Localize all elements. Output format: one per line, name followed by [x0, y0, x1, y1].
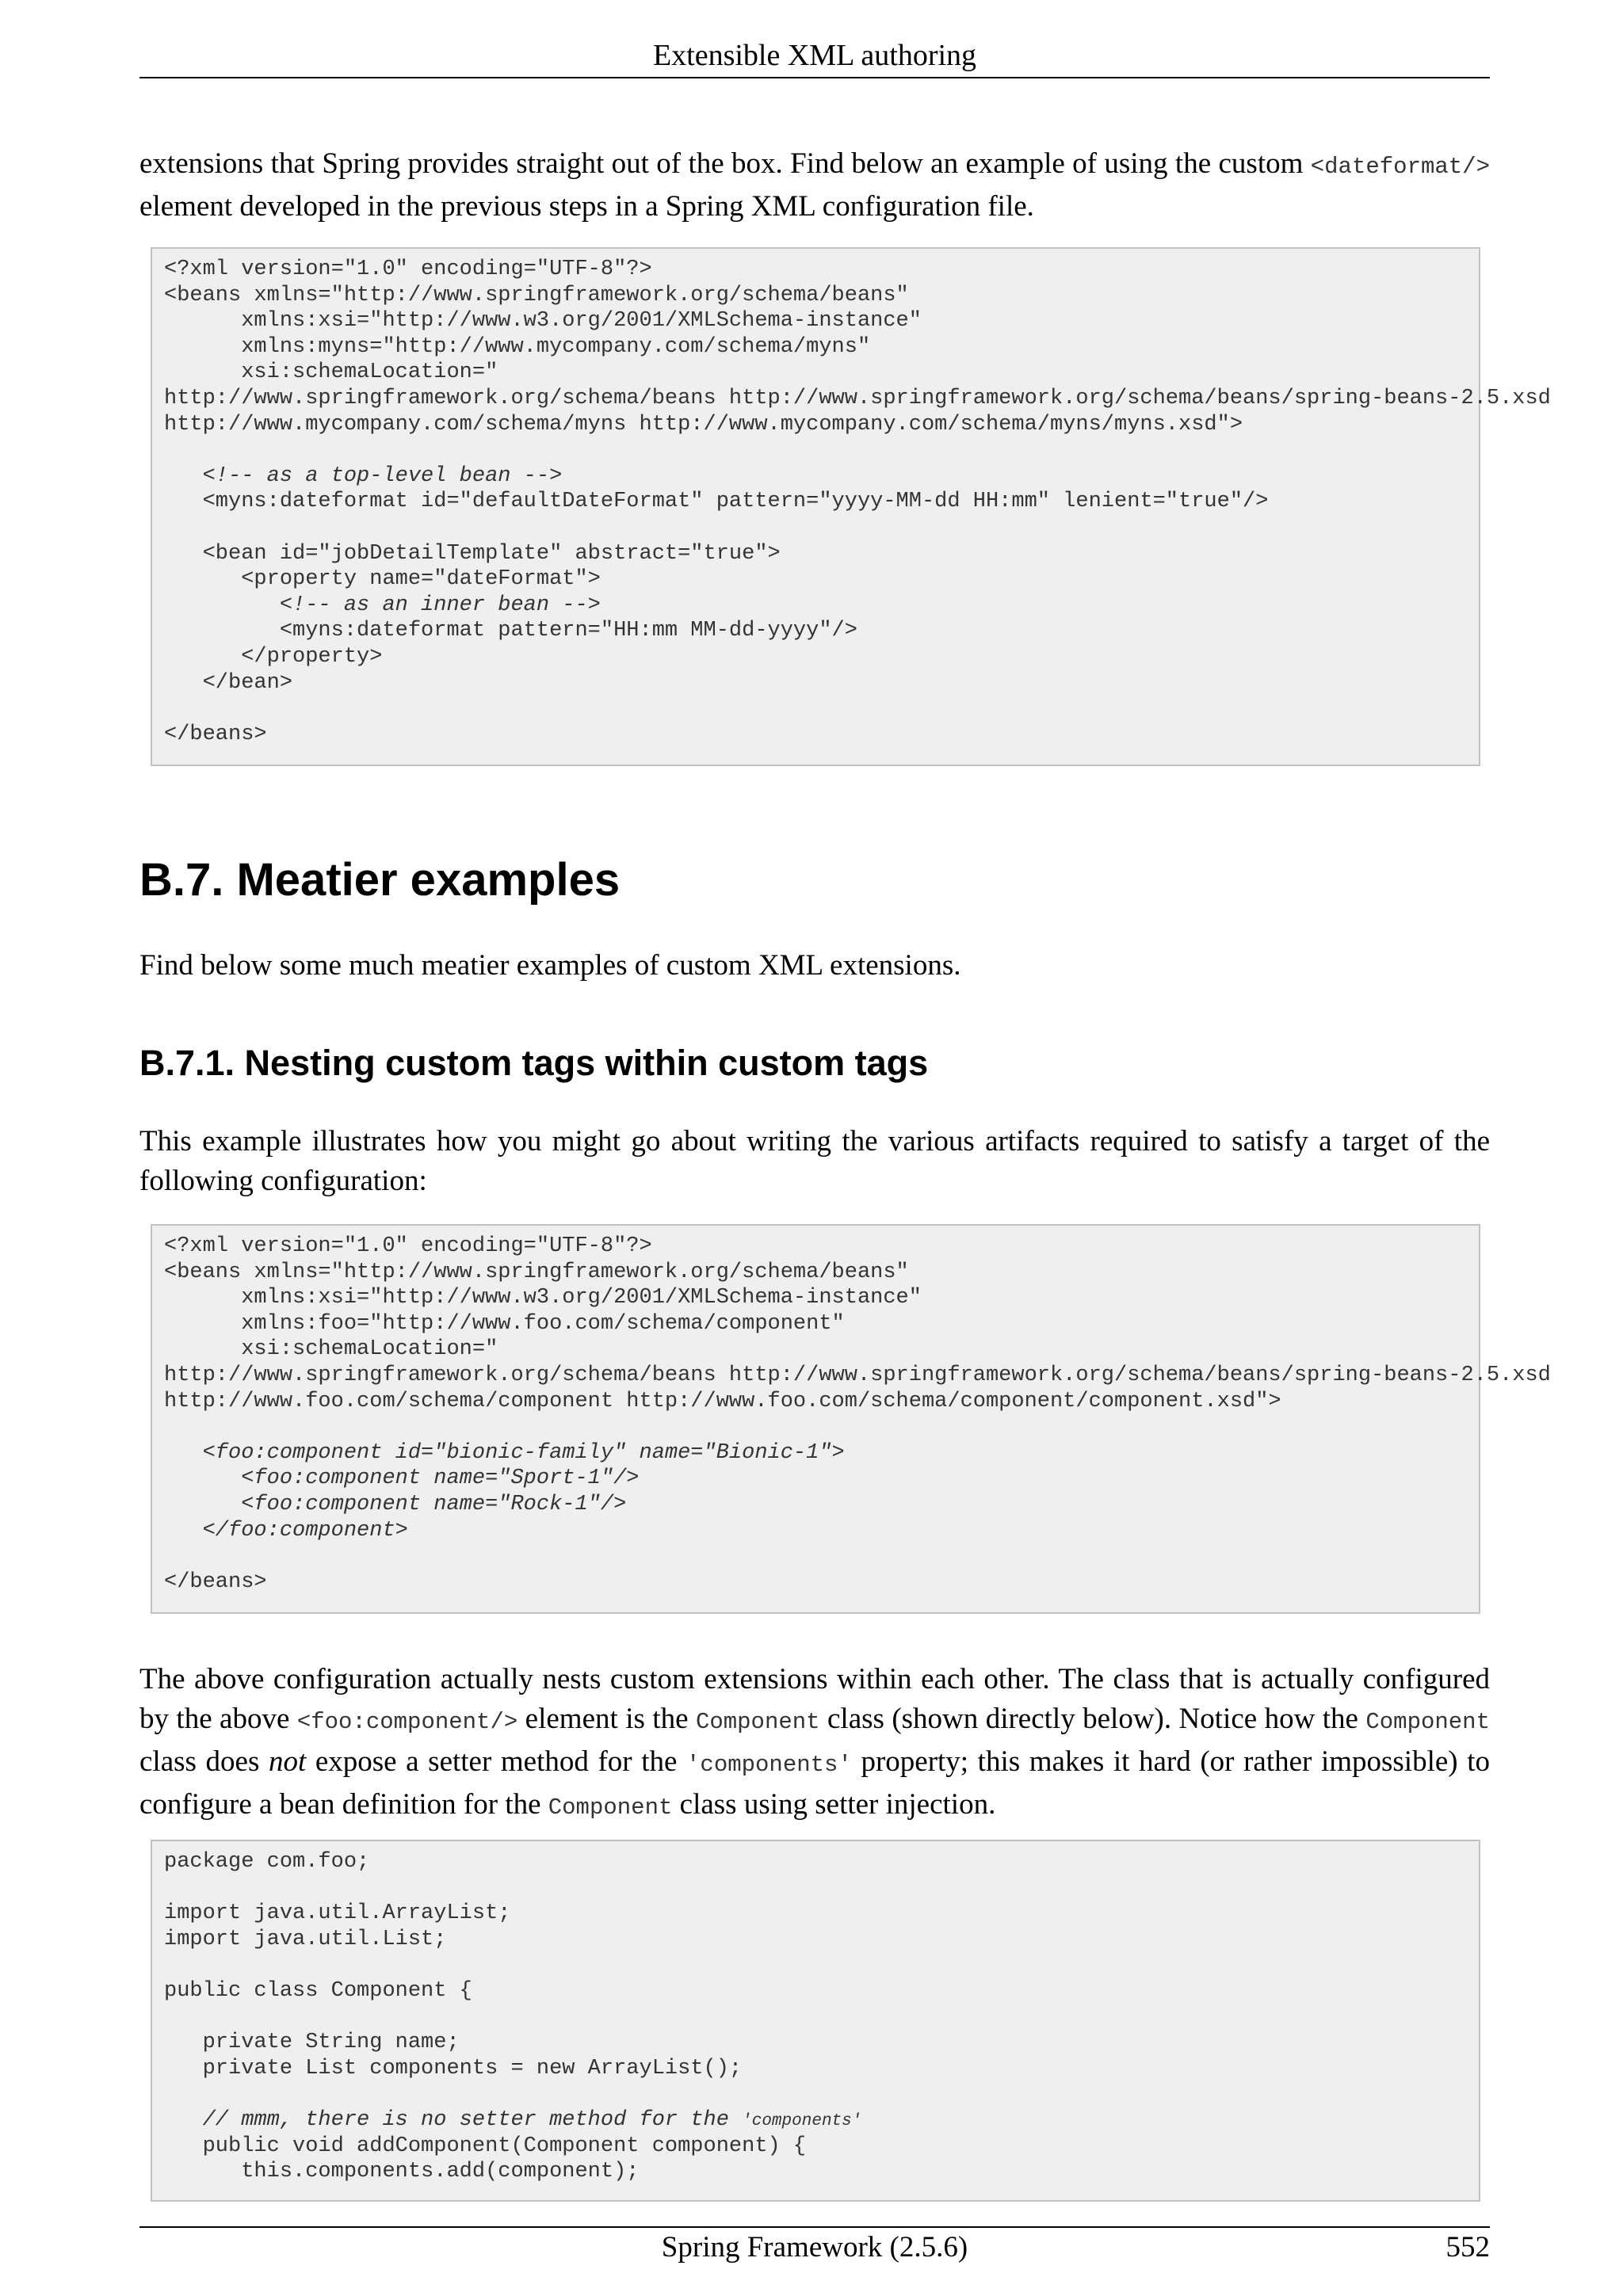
code-line: <myns:dateformat pattern="HH:mm MM-dd-yyyy"/>: [164, 619, 857, 643]
code-line: [164, 2081, 1479, 2107]
code-line: xsi:schemaLocation=": [164, 360, 498, 385]
code-line: </beans>: [164, 1569, 267, 1594]
code-line: import java.util.List;: [164, 1927, 447, 1951]
code-line: <bean id="jobDetailTemplate" abstract="true">: [164, 541, 781, 566]
code-line: private List components = new ArrayList();: [164, 2056, 743, 2081]
section-paragraph: Find below some much meatier examples of custom XML extensions.: [139, 949, 961, 982]
code-line: http://www.springframework.org/schema/beans http://www.springframework.org/schema/beans/spring-beans-2.5.xsd: [164, 386, 1551, 410]
code-line: [164, 1414, 1479, 1440]
code-comment-text: // mmm, there is no setter method for the: [164, 2107, 743, 2132]
code-line: </foo:component>: [164, 1518, 408, 1543]
inline-code: Component: [548, 1794, 673, 1821]
code-block-3-text: [164, 1849, 1479, 2185]
inline-code: Component: [695, 1709, 820, 1735]
explanation-text: The above configuration actually nests custom extensions within each other. The class that is actually configured by the above: [139, 1663, 1490, 1735]
code-line: package com.foo;: [164, 1850, 370, 1874]
code-line: <?xml version="1.0" encoding="UTF-8"?>: [164, 257, 652, 281]
subsection-title: B.7.1. Nesting custom tags within custom tags: [139, 1043, 929, 1083]
page-header: Extensible XML authoring: [652, 39, 977, 72]
code-block-2-text: [164, 1234, 1551, 1595]
code-line: <foo:component name="Rock-1"/>: [164, 1492, 627, 1516]
explanation-text: class using setter injection.: [672, 1788, 996, 1821]
explanation-text: expose a setter method for the: [306, 1745, 687, 1778]
code-line: [164, 696, 1479, 722]
page-number: 552: [1445, 2231, 1490, 2264]
code-line: http://www.foo.com/schema/component http://www.foo.com/schema/component/component.xsd">: [164, 1389, 1281, 1413]
code-line: xmlns:foo="http://www.foo.com/schema/component": [164, 1311, 845, 1336]
intro-code: <dateformat/>: [1310, 154, 1490, 180]
code-block-3: [151, 1840, 1480, 2202]
code-line: </property>: [164, 644, 383, 669]
subsection-paragraph: This example illustrates how you might go about writing the various artifacts required to satisfy a target of the following configuration:: [139, 1125, 1490, 1197]
code-line: <myns:dateformat id="defaultDateFormat" pattern="yyyy-MM-dd HH:mm" lenient="true"/>: [164, 490, 1269, 514]
inline-code: <foo:component/>: [296, 1709, 518, 1735]
inline-code: 'components': [686, 1752, 852, 1778]
explanation-paragraph: [139, 1660, 1490, 1828]
explanation-text: element is the: [517, 1703, 696, 1735]
code-block-1-text: [164, 257, 1551, 747]
code-line: [164, 1543, 1479, 1569]
code-line: </beans>: [164, 722, 267, 746]
code-comment-line: <!-- as a top-level bean -->: [164, 463, 563, 488]
explanation-text: class (shown directly below). Notice how the: [819, 1703, 1366, 1735]
code-block-2: [151, 1224, 1551, 1614]
intro-text-after: element developed in the previous steps in a Spring XML configuration file.: [139, 190, 1034, 223]
code-line: </bean>: [164, 670, 293, 695]
code-line: <?xml version="1.0" encoding="UTF-8"?>: [164, 1234, 652, 1258]
code-line: xmlns:xsi="http://www.w3.org/2001/XMLSchema-instance": [164, 1286, 922, 1310]
code-block-1: [151, 247, 1551, 766]
code-line: [164, 1952, 1479, 1978]
code-line: <beans xmlns="http://www.springframework.org/schema/beans": [164, 283, 909, 307]
footer-title: Spring Framework (2.5.6): [661, 2231, 968, 2264]
code-comment-line: <!-- as an inner bean -->: [164, 593, 601, 617]
code-line: xmlns:myns="http://www.mycompany.com/schema/myns": [164, 334, 871, 359]
code-line: <beans xmlns="http://www.springframework.org/schema/beans": [164, 1260, 909, 1284]
inline-code: Component: [1365, 1709, 1490, 1735]
section-title: B.7. Meatier examples: [139, 854, 621, 906]
code-line: <foo:component id="bionic-family" name="Bionic-1">: [164, 1440, 845, 1465]
code-line: <property name="dateFormat">: [164, 567, 601, 592]
code-line: private String name;: [164, 2031, 460, 2055]
intro-paragraph: [139, 144, 1490, 227]
code-line: <foo:component name="Sport-1"/>: [164, 1466, 640, 1491]
code-line: [164, 515, 1479, 541]
code-line: public void addComponent(Component component) {: [164, 2134, 807, 2158]
code-line: import java.util.ArrayList;: [164, 1901, 511, 1926]
code-line: [164, 437, 1479, 463]
code-comment-tail: 'components': [742, 2111, 862, 2130]
code-line: this.components.add(component);: [164, 2160, 640, 2184]
code-line: public class Component {: [164, 1978, 472, 2003]
explanation-text: class does: [139, 1745, 269, 1778]
code-line: xmlns:xsi="http://www.w3.org/2001/XMLSchema-instance": [164, 309, 922, 334]
code-line: xsi:schemaLocation=": [164, 1337, 498, 1362]
code-comment-line: [164, 2107, 1479, 2134]
explanation-text: property; this makes it hard (or rather impossible) to configure a bean definition for the: [139, 1745, 1490, 1821]
header-rule: [139, 77, 1490, 78]
code-line: [164, 1875, 1479, 1901]
code-line: http://www.springframework.org/schema/beans http://www.springframework.org/schema/beans/spring-beans-2.5.xsd: [164, 1363, 1551, 1387]
code-line: [164, 2004, 1479, 2031]
intro-text-before: extensions that Spring provides straight out of the box. Find below an example of using the custom: [139, 147, 1311, 180]
emphasis: not: [268, 1745, 307, 1778]
code-line: http://www.mycompany.com/schema/myns http://www.mycompany.com/schema/myns/myns.xsd">: [164, 412, 1243, 437]
